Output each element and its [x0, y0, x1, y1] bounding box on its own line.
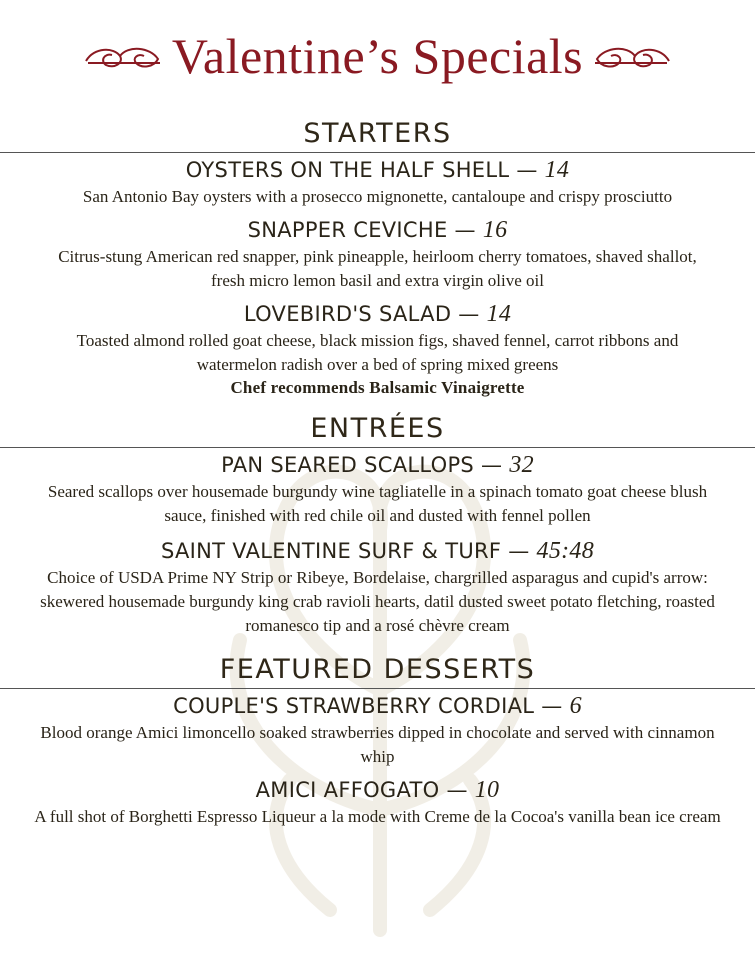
section-featured-desserts	[0, 654, 755, 829]
item-name-line	[18, 536, 737, 566]
menu-item	[0, 691, 755, 769]
item-description: San Antonio Bay oysters with a prosecco mignonette, cantaloupe and crispy prosciutto	[82, 187, 673, 206]
item-name: COUPLE'S STRAWBERRY CORDIAL —	[173, 694, 563, 718]
item-name: SNAPPER CEVICHE —	[247, 218, 476, 242]
item-name-line	[18, 691, 737, 721]
right-flourish-icon	[593, 41, 671, 71]
menu-item	[0, 299, 755, 399]
section-entrees	[0, 413, 755, 638]
item-recommendation: Chef recommends Balsamic Vinaigrette	[230, 378, 525, 397]
item-name-line	[18, 775, 737, 805]
item-price: 45:48	[536, 538, 595, 564]
item-name: OYSTERS ON THE HALF SHELL —	[185, 158, 538, 182]
menu-item	[0, 155, 755, 209]
left-flourish-icon	[84, 41, 162, 71]
item-name: LOVEBIRD'S SALAD —	[243, 302, 480, 326]
item-name: PAN SEARED SCALLOPS —	[221, 453, 503, 477]
item-description: Citrus-stung American red snapper, pink pineapple, heirloom cherry tomatoes, shaved shallot, fresh micro lemon basil and extra virgin olive oil	[58, 247, 697, 290]
item-name-line	[18, 299, 737, 329]
item-price: 32	[509, 452, 534, 478]
item-name-line	[18, 155, 737, 185]
item-description: Choice of USDA Prime NY Strip or Ribeye, Bordelaise, chargrilled asparagus and cupid's arrow: skewered housemade burgundy king crab ravioli hearts, datil dusted sweet potato fletching, roasted romanesco tip and a rosé chèvre cream	[40, 568, 715, 635]
section-title: STARTERS	[0, 118, 755, 153]
menu-header	[0, 0, 755, 112]
item-price: 14	[544, 157, 570, 183]
item-description: Toasted almond rolled goat cheese, black mission figs, shaved fennel, carrot ribbons and watermelon radish over a bed of spring mixed greens	[76, 331, 679, 374]
item-price: 6	[569, 693, 582, 719]
menu-item	[0, 536, 755, 638]
item-price: 16	[482, 217, 508, 243]
item-description: Blood orange Amici limoncello soaked strawberries dipped in chocolate and served with cinnamon whip	[40, 723, 715, 766]
item-description: Seared scallops over housemade burgundy wine tagliatelle in a spinach tomato goat cheese blush sauce, finished with red chile oil and dusted with fennel pollen	[47, 482, 708, 525]
section-title: FEATURED DESSERTS	[0, 654, 755, 689]
section-title: ENTRÉES	[0, 413, 755, 448]
item-name: AMICI AFFOGATO —	[255, 778, 468, 802]
item-price: 10	[474, 777, 500, 803]
item-price: 14	[486, 301, 512, 327]
item-name-line	[18, 215, 737, 245]
menu-item	[0, 775, 755, 829]
item-description: A full shot of Borghetti Espresso Liqueur a la mode with Creme de la Cocoa's vanilla bean ice cream	[34, 807, 721, 826]
page-title: Valentine’s Specials	[171, 28, 584, 84]
menu-item	[0, 450, 755, 528]
menu-item	[0, 215, 755, 293]
item-name-line	[18, 450, 737, 480]
item-name: SAINT VALENTINE SURF & TURF —	[160, 539, 530, 563]
section-starters	[0, 118, 755, 399]
